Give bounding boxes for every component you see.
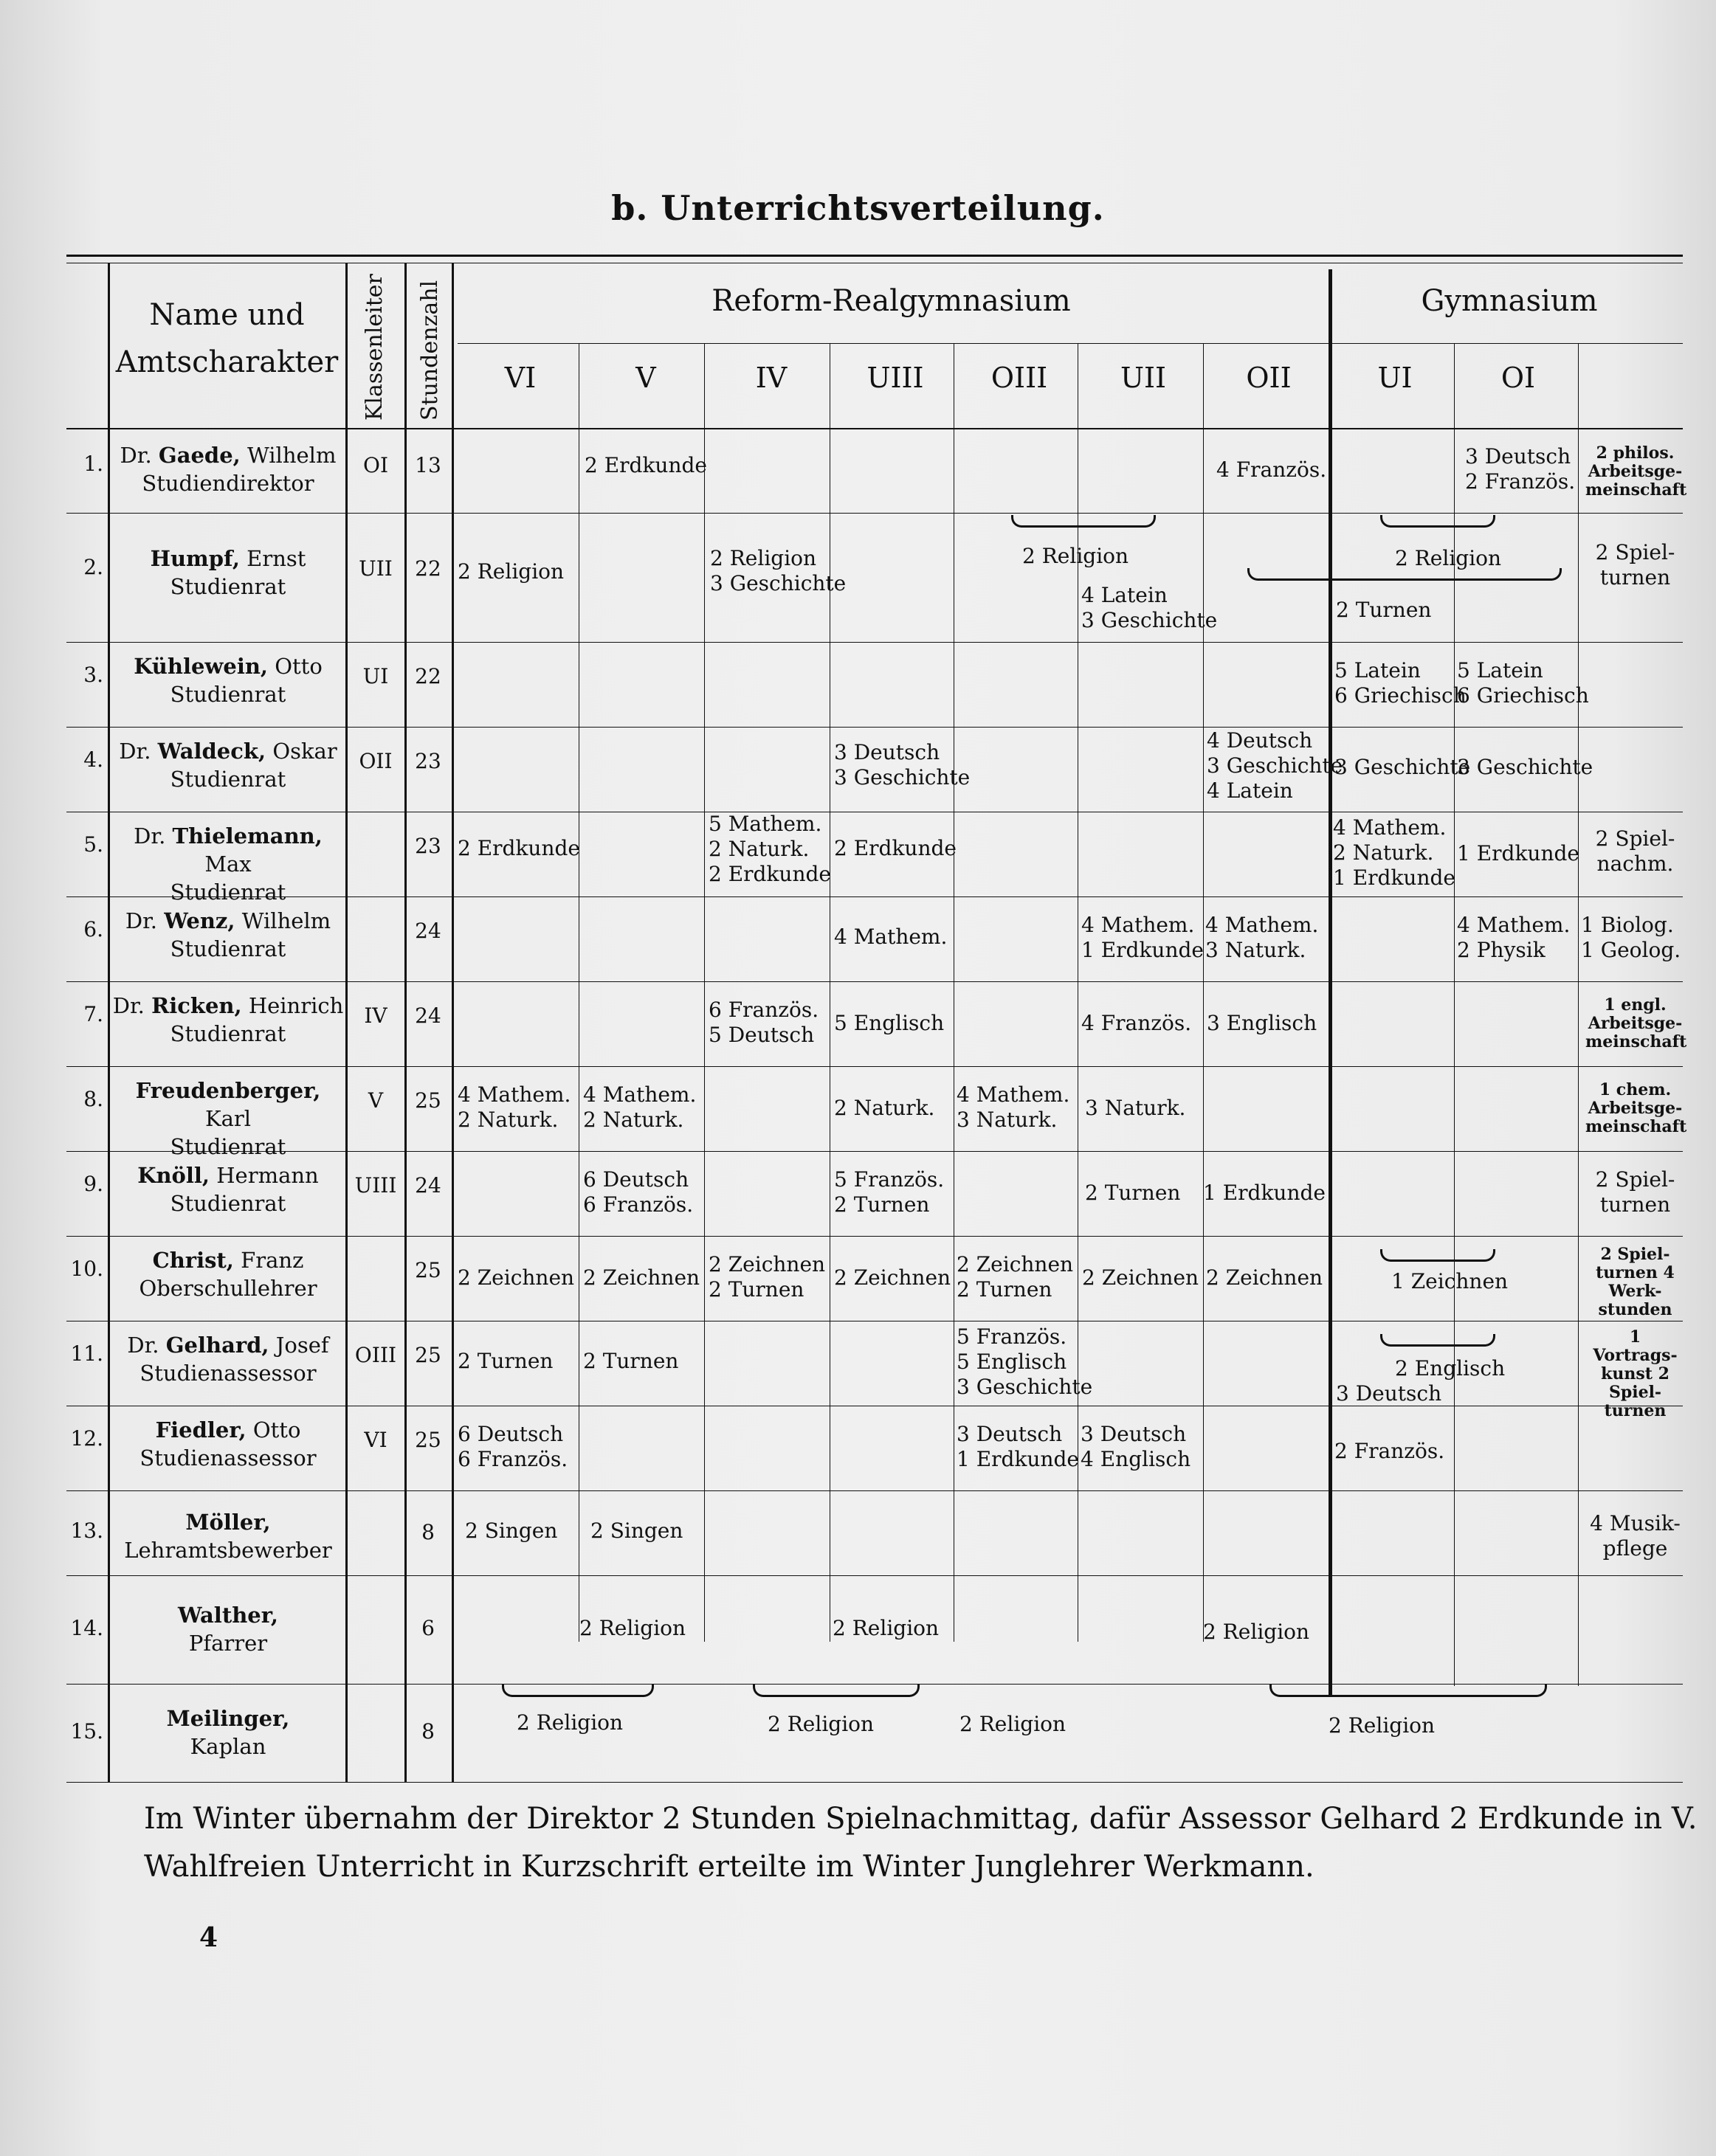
row-rule	[66, 1236, 1683, 1237]
stundenzahl: 25	[415, 1343, 441, 1367]
assignment: 3 Deutsch 4 Englisch	[1081, 1422, 1191, 1471]
teacher-name: Dr. Waldeck, Oskar Studienrat	[119, 739, 337, 792]
col-UIII: UIII	[866, 362, 924, 394]
teacher-name: Humpf, Ernst Studienrat	[150, 546, 306, 599]
assignment: 6 Deutsch 6 Französ.	[583, 1167, 694, 1217]
col-VI: VI	[504, 362, 537, 394]
assignment: 3 Deutsch 3 Geschichte	[834, 740, 971, 790]
assignment: 2 Religion	[579, 1616, 686, 1640]
assignment: 3 Geschichte	[1334, 755, 1471, 779]
page-title: b. Unterrichtsverteilung.	[611, 188, 1105, 228]
assignment: 1 Zeichnen	[1391, 1269, 1509, 1293]
assignment-extra: 4 Musik-pflege	[1590, 1511, 1681, 1561]
assignment: 1 Erdkunde	[1203, 1181, 1326, 1205]
assignment: 2 Zeichnen	[583, 1265, 700, 1290]
assignment-extra: 2 Spiel-turnen 4 Werk-stunden	[1596, 1245, 1675, 1319]
assignment: 2 Singen	[465, 1518, 558, 1543]
col-rule	[452, 263, 454, 1783]
stundenzahl: 23	[415, 749, 441, 773]
stundenzahl: 13	[415, 453, 441, 477]
rule-header-bottom	[66, 428, 1683, 429]
assignment: 2 Erdkunde	[458, 836, 580, 860]
assignment: 2 Französ.	[1334, 1439, 1445, 1463]
teacher-name: Fiedler, Otto Studienassessor	[139, 1417, 317, 1471]
assignment: 4 Mathem. 3 Naturk.	[957, 1082, 1070, 1132]
assignment: 4 Mathem. 3 Naturk.	[1205, 913, 1319, 962]
assignment-extra: 1 Biolog. 1 Geolog.	[1581, 913, 1681, 962]
col-OIII: OIII	[990, 362, 1048, 394]
assignment: 2 Erdkunde	[834, 836, 957, 860]
stundenzahl: 25	[415, 1428, 441, 1452]
assignment: 2 Religion	[959, 1712, 1067, 1736]
assignment-extra: 2 Spiel-turnen	[1595, 1167, 1675, 1217]
header-name: Name und Amtscharakter	[115, 298, 339, 379]
header-klassenleiter: Klassenleiter	[362, 274, 387, 421]
brace	[502, 1685, 654, 1697]
row-number: 6.	[83, 917, 103, 941]
row-number: 10.	[70, 1257, 103, 1281]
row-rule	[66, 642, 1683, 643]
assignment-extra: 2 Spiel-turnen	[1595, 540, 1675, 590]
footnote-line-1: Im Winter übernahm der Direktor 2 Stunden Spielnachmittag, dafür Assessor Gelhard 2 Erdkunde in V.	[144, 1802, 1698, 1836]
assignment: 2 Zeichnen 2 Turnen	[957, 1252, 1074, 1302]
assignment: 2 Religion	[1022, 544, 1129, 568]
assignment: 3 Englisch	[1207, 1011, 1317, 1035]
col-rule	[1454, 343, 1455, 1686]
header-gymnasium: Gymnasium	[1421, 284, 1598, 318]
teacher-name: Meilinger, Kaplan	[166, 1706, 290, 1759]
brace	[1011, 515, 1156, 528]
assignment: 2 Zeichnen	[458, 1265, 575, 1290]
assignment: 2 Religion	[1329, 1713, 1436, 1738]
klassenleiter: V	[368, 1088, 384, 1113]
klassenleiter: OIII	[354, 1343, 397, 1367]
col-OII: OII	[1246, 362, 1292, 394]
assignment: 5 Französ. 5 Englisch 3 Geschichte	[957, 1324, 1093, 1399]
assignment: 3 Deutsch 1 Erdkunde	[957, 1422, 1079, 1471]
klassenleiter: OI	[362, 453, 388, 477]
assignment: 4 Deutsch 3 Geschichte 4 Latein	[1207, 728, 1343, 803]
assignment: 5 Französ. 2 Turnen	[834, 1167, 945, 1217]
klassenleiter: UIII	[354, 1173, 397, 1198]
stundenzahl: 8	[421, 1520, 435, 1544]
col-OI: OI	[1500, 362, 1536, 394]
teacher-name: Walther, Pfarrer	[177, 1603, 279, 1656]
row-number: 12.	[70, 1426, 103, 1451]
col-rule	[1203, 343, 1204, 1642]
rule-header	[458, 343, 1683, 344]
assignment: 2 Turnen	[583, 1349, 679, 1373]
rule-top	[66, 255, 1683, 257]
assignment: 4 Mathem. 1 Erdkunde	[1081, 913, 1204, 962]
teacher-name: Dr. Gaede, Wilhelm Studiendirektor	[120, 443, 337, 496]
assignment: 2 Religion	[833, 1616, 940, 1640]
assignment: 2 Turnen	[1085, 1181, 1181, 1205]
row-number: 14.	[70, 1616, 103, 1640]
assignment-extra: 1 chem. Arbeitsge-meinschaft	[1585, 1080, 1687, 1136]
row-number: 9.	[83, 1172, 103, 1196]
klassenleiter: IV	[364, 1003, 387, 1028]
teacher-name: Dr. Ricken, Heinrich Studienrat	[112, 993, 344, 1046]
assignment: 2 Turnen	[1336, 598, 1432, 622]
teacher-name: Dr. Gelhard, Josef Studienassessor	[127, 1333, 329, 1386]
stundenzahl: 6	[421, 1616, 435, 1640]
stundenzahl: 22	[415, 556, 441, 581]
teacher-name: Dr. Thielemann, Max Studienrat	[134, 823, 323, 905]
stundenzahl: 25	[415, 1258, 441, 1282]
assignment: 2 Turnen	[458, 1349, 554, 1373]
stundenzahl: 23	[415, 834, 441, 858]
assignment: 4 Mathem. 2 Physik	[1457, 913, 1571, 962]
col-UI: UI	[1377, 362, 1413, 394]
assignment: 2 Zeichnen 2 Turnen	[709, 1252, 826, 1302]
assignment: 5 Latein 6 Griechisch	[1457, 658, 1589, 708]
teacher-name: Dr. Wenz, Wilhelm Studienrat	[125, 908, 331, 961]
assignment: 4 Mathem. 2 Naturk.	[583, 1082, 697, 1132]
assignment: 6 Französ. 5 Deutsch	[709, 998, 819, 1047]
row-number: 13.	[70, 1518, 103, 1543]
assignment: 2 Zeichnen	[1206, 1265, 1323, 1290]
teacher-name: Möller, Lehramtsbewerber	[124, 1510, 332, 1563]
assignment: 4 Mathem.	[834, 925, 948, 949]
col-rule	[1578, 343, 1579, 1686]
klassenleiter: VI	[364, 1428, 387, 1452]
col-rule-thick	[1329, 269, 1332, 1697]
assignment: 6 Deutsch 6 Französ.	[458, 1422, 568, 1471]
assignment: 2 Englisch	[1395, 1356, 1506, 1381]
assignment-extra: 1 engl. Arbeitsge-meinschaft	[1585, 995, 1687, 1051]
assignment: 2 Zeichnen	[834, 1265, 951, 1290]
assignment: 5 Englisch	[834, 1011, 945, 1035]
header-stundenzahl: Stundenzahl	[417, 280, 443, 421]
assignment: 3 Geschichte	[1457, 755, 1593, 779]
assignment: 5 Mathem. 2 Naturk. 2 Erdkunde	[709, 812, 831, 886]
col-V: V	[635, 362, 656, 394]
stundenzahl: 24	[415, 919, 441, 943]
row-number: 7.	[83, 1002, 103, 1026]
assignment: 4 Mathem. 2 Naturk. 1 Erdkunde	[1333, 815, 1455, 890]
assignment: 2 Religion 3 Geschichte	[710, 546, 847, 595]
brace	[1380, 1334, 1495, 1347]
row-rule	[66, 1066, 1683, 1067]
row-number: 5.	[83, 832, 103, 857]
teacher-name: Knöll, Hermann Studienrat	[137, 1163, 319, 1216]
teacher-name: Kühlewein, Otto Studienrat	[134, 654, 323, 707]
col-IV: IV	[755, 362, 788, 394]
row-rule	[66, 1782, 1683, 1783]
footnote-line-2: Wahlfreien Unterricht in Kurzschrift erteilte im Winter Junglehrer Werkmann.	[144, 1850, 1314, 1884]
assignment: 4 Französ.	[1081, 1011, 1192, 1035]
row-rule	[66, 513, 1683, 514]
assignment: 3 Naturk.	[1085, 1096, 1186, 1120]
assignment: 3 Deutsch 2 Französ.	[1465, 444, 1576, 494]
row-number: 1.	[83, 452, 103, 476]
row-number: 15.	[70, 1719, 103, 1744]
assignment: 2 Erdkunde	[585, 453, 707, 477]
stundenzahl: 8	[421, 1719, 435, 1744]
col-rule	[345, 263, 348, 1783]
stundenzahl: 25	[415, 1088, 441, 1113]
col-UII: UII	[1120, 362, 1167, 394]
teacher-name: Freudenberger, Karl Studienrat	[135, 1078, 321, 1159]
brace	[753, 1685, 920, 1697]
stundenzahl: 24	[415, 1173, 441, 1198]
page-number: 4	[199, 1922, 218, 1953]
row-rule	[66, 981, 1683, 982]
col-rule	[108, 263, 110, 1783]
row-rule	[66, 1575, 1683, 1576]
assignment: 2 Religion	[768, 1712, 875, 1736]
assignment: 2 Religion	[458, 559, 565, 584]
row-number: 2.	[83, 555, 103, 579]
klassenleiter: OII	[359, 749, 393, 773]
assignment: 4 Französ.	[1216, 457, 1327, 482]
assignment: 1 Erdkunde	[1457, 841, 1579, 865]
assignment-extra: 1 Vortrags-kunst 2 Spiel-turnen	[1593, 1327, 1678, 1420]
assignment: 2 Singen	[590, 1518, 683, 1543]
row-number: 8.	[83, 1087, 103, 1111]
row-number: 3.	[83, 663, 103, 687]
assignment: 2 Religion	[1203, 1620, 1310, 1644]
brace	[1380, 515, 1495, 528]
header-reform-realgymnasium: Reform-Realgymnasium	[711, 284, 1071, 318]
assignment-extra: 2 Spiel-nachm.	[1595, 826, 1675, 876]
assignment: 3 Deutsch	[1336, 1381, 1442, 1406]
brace	[1269, 1685, 1547, 1697]
assignment-extra: 2 philos. Arbeitsge-meinschaft	[1585, 443, 1687, 500]
klassenleiter: UII	[359, 556, 393, 581]
assignment: 5 Latein 6 Griechisch	[1334, 658, 1467, 708]
assignment: 4 Mathem. 2 Naturk.	[458, 1082, 571, 1132]
row-rule	[66, 727, 1683, 728]
col-rule	[704, 343, 705, 1642]
row-number: 4.	[83, 747, 103, 772]
assignment: 2 Naturk.	[834, 1096, 935, 1120]
assignment: 4 Latein 3 Geschichte	[1081, 583, 1218, 632]
stundenzahl: 22	[415, 664, 441, 688]
row-number: 11.	[70, 1341, 103, 1366]
klassenleiter: UI	[362, 664, 389, 688]
brace	[1380, 1249, 1495, 1262]
teacher-name: Christ, Franz Oberschullehrer	[139, 1248, 317, 1301]
assignment: 2 Religion	[517, 1710, 624, 1735]
assignment: 2 Religion	[1395, 546, 1502, 570]
row-rule	[66, 1490, 1683, 1491]
stundenzahl: 24	[415, 1003, 441, 1028]
assignment: 2 Zeichnen	[1082, 1265, 1199, 1290]
